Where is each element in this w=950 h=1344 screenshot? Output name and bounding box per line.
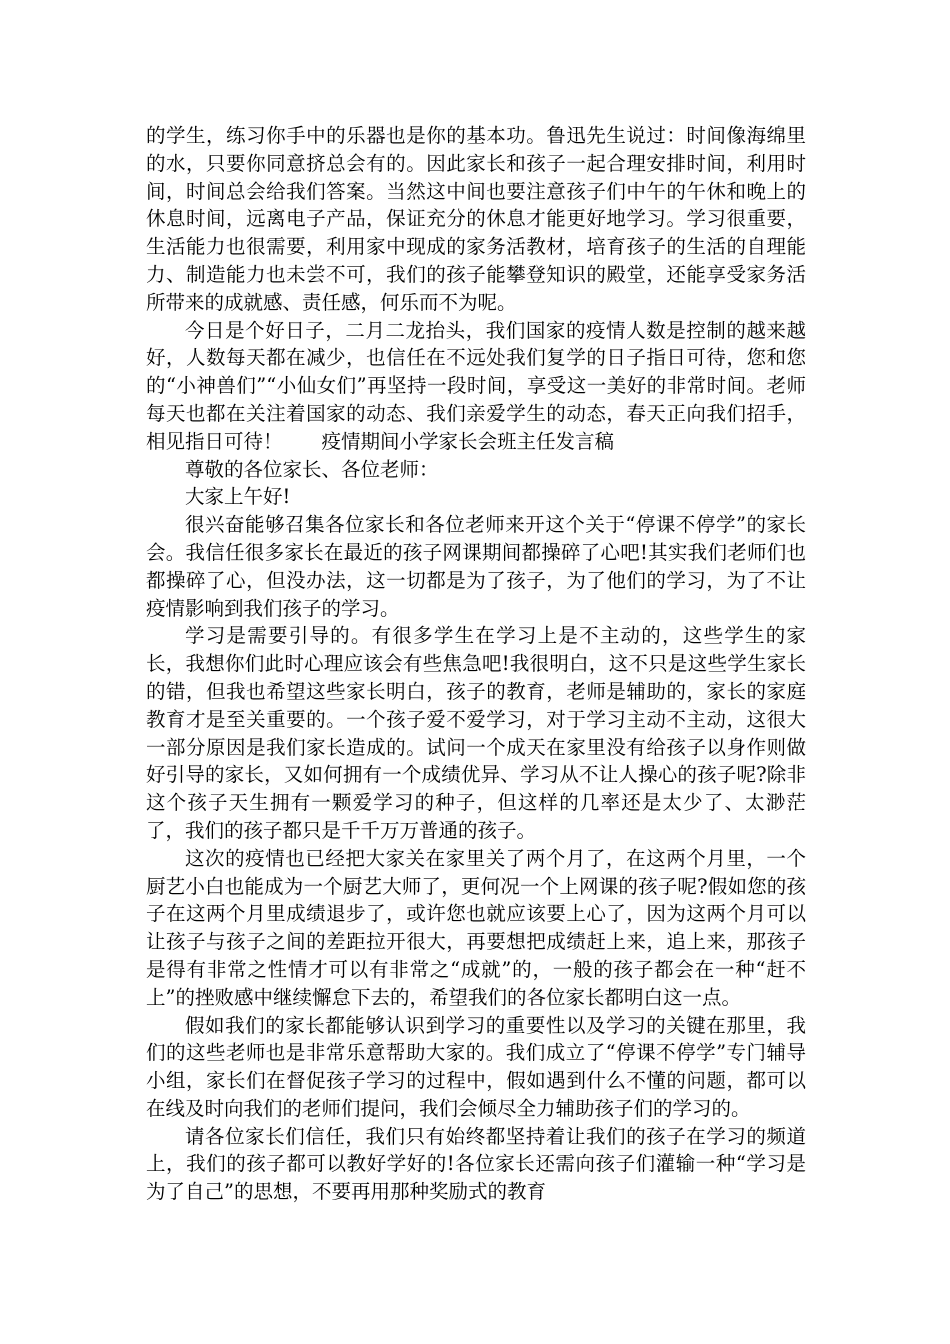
paragraph-meeting-intro: 很兴奋能够召集各位家长和各位老师来开这个关于“停课不停学”的家长会。我信任很多家长在最近的孩子网课期间都操碎了心吧!其实我们老师们也都操碎了心，但没办法，这一切都是为了孩子，为了他们的学习，为了不让疫情影响到我们孩子的学习。 — [146, 513, 806, 620]
salutation: 尊敬的各位家长、各位老师： — [185, 457, 439, 481]
paragraph-two-months: 这次的疫情也已经把大家关在家里关了两个月了，在这两个月里，一个厨艺小白也能成为一个厨艺大师了，更何况一个上网课的孩子呢?假如您的孩子在这两个月里成绩退步了，或许您也就应该要上心了，因为这两个月可以让孩子与孩子之间的差距拉开很大，再要想把成绩赶上来，追上来，那孩子是得有非常之性情才可以有非常之“成就”的，一般的孩子都会在一种“赶不上”的挫败感中继续懈怠下去的，希望我们的各位家长都明白这一点。 — [146, 846, 806, 1009]
greeting: 大家上午好! — [185, 485, 291, 509]
document-page — [146, 122, 806, 1206]
paragraph-continuation: 的学生，练习你手中的乐器也是你的基本功。鲁迅先生说过：时间像海绵里的水，只要你同意挤总会有的。因此家长和孩子一起合理安排时间，利用时间，时间总会给我们答案。当然这中间也要注意孩子们中午的午休和晚上的休息时间，远离电子产品，保证充分的休息才能更好地学习。学习很重要，生活能力也很需要，利用家中现成的家务活教材，培育孩子的生活的自理能力、制造能力也未尝不可，我们的孩子能攀登知识的殿堂，还能享受家务活所带来的成就感、责任感，何乐而不为呢。 — [146, 124, 806, 314]
paragraph-guidance: 学习是需要引导的。有很多学生在学习上是不主动的，这些学生的家长，我想你们此时心理应该会有些焦急吧!我很明白，这不只是这些学生家长的错，但我也希望这些家长明白，孩子的教育，老师是辅助的，家长的家庭教育才是至关重要的。一个孩子爱不爱学习，对于学习主动不主动，这很大一部分原因是我们家长造成的。试问一个成天在家里没有给孩子以身作则做好引导的家长，又如何拥有一个成绩优异、学习从不让人操心的孩子呢?除非这个孩子天生拥有一颗爱学习的种子，但这样的几率还是太少了、太渺茫了，我们的孩子都只是千千万万普通的孩子。 — [146, 624, 806, 842]
paragraph-trust: 请各位家长们信任，我们只有始终都坚持着让我们的孩子在学习的频道上，我们的孩子都可以教好学好的!各位家长还需向孩子们灌输一种“学习是为了自己”的思想，不要再用那种奖励式的教育 — [146, 1124, 806, 1204]
paragraph-tutoring-group: 假如我们的家长都能够认识到学习的重要性以及学习的关键在那里，我们的这些老师也是非常乐意帮助大家的。我们成立了“停课不停学”专门辅导小组，家长们在督促孩子学习的过程中，假如遇到什么不懂的问题，都可以在线及时向我们的老师们提问，我们会倾尽全力辅助孩子们的学习的。 — [146, 1013, 806, 1120]
paragraph-dragon-day: 今日是个好日子，二月二龙抬头，我们国家的疫情人数是控制的越来越好，人数每天都在减少，也信任在不远处我们复学的日子指日可待，您和您的“小神兽们”“小仙女们”再坚持一段时间，享受这一美好的非常时间。老师每天也都在关注着国家的动态、我们亲爱学生的动态，春天正向我们招手，相见指日可待！ 疫情期间小学家长会班主任发言稿 — [146, 318, 806, 453]
